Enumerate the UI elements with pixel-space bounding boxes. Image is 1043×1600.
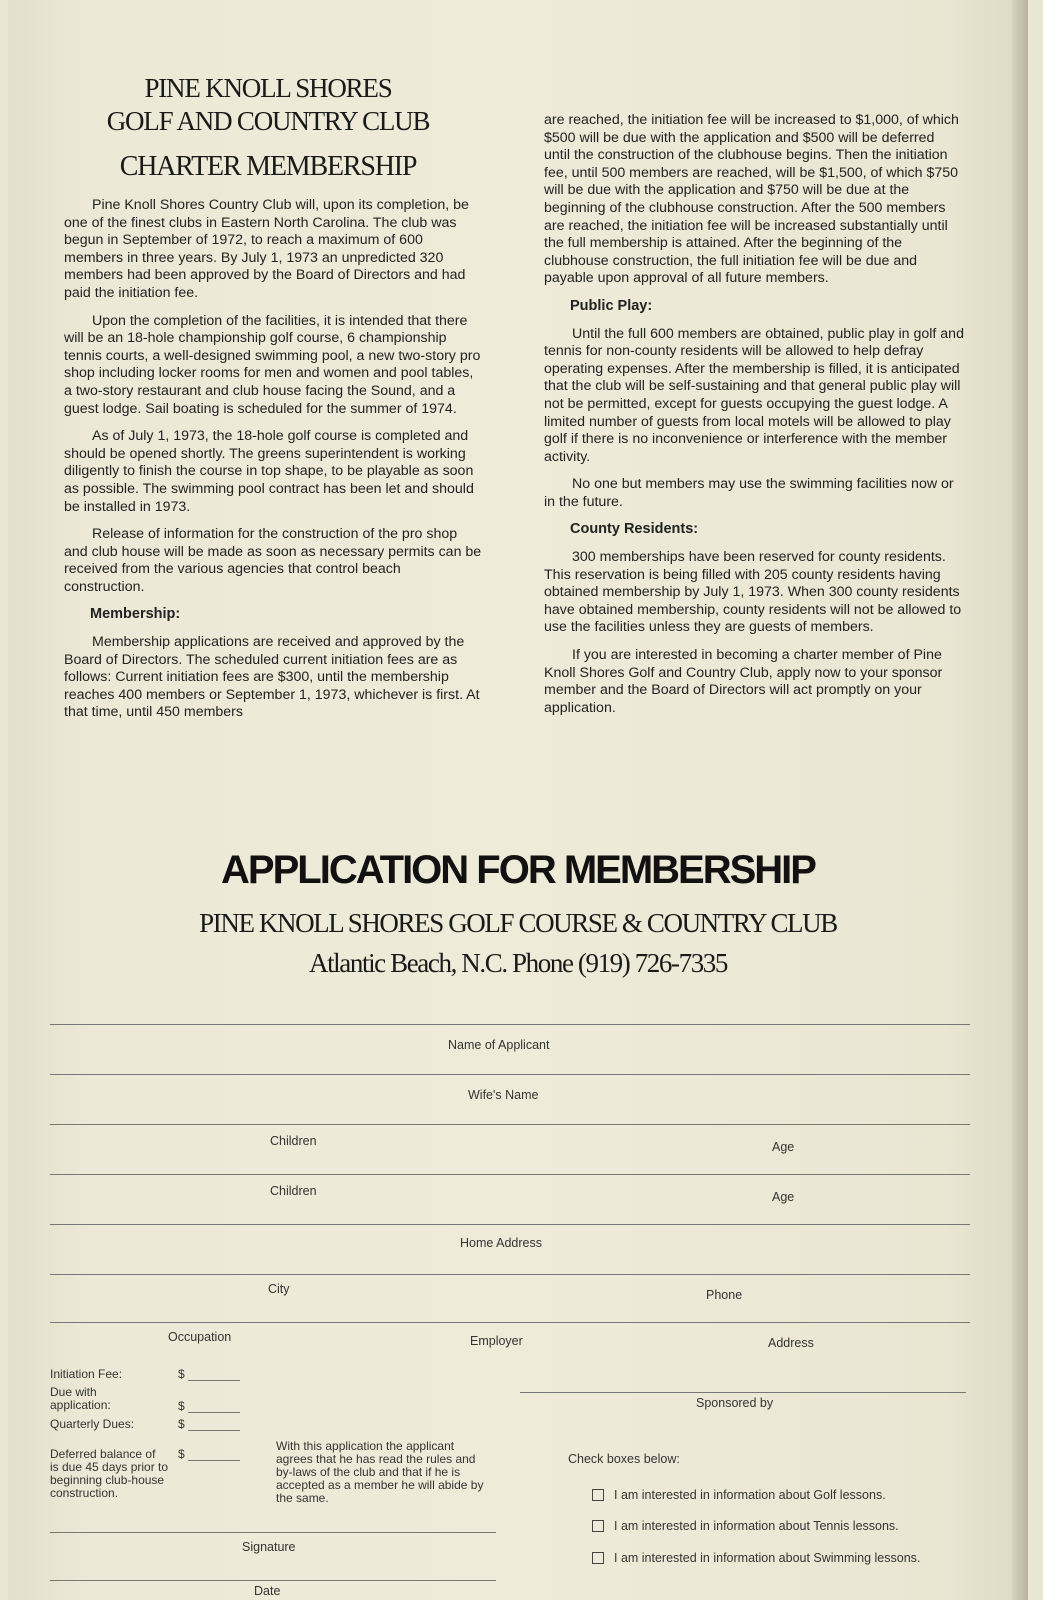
application-subtitle: PINE KNOLL SHORES GOLF COURSE & COUNTRY CLUB: [199, 908, 837, 938]
date-line[interactable]: [50, 1580, 496, 1581]
initiation-fee-label: Initiation Fee:: [50, 1367, 123, 1381]
name-field-line[interactable]: [50, 1024, 970, 1025]
wife-field-line[interactable]: [50, 1074, 970, 1075]
signature-line[interactable]: [50, 1532, 496, 1533]
public-play-paragraph: Until the full 600 members are obtained, public play in golf and tennis for non-county residents will be allowed to help defray operating expenses. After the membership is filled, it is anticipated that the club will be self-sustaining and that general public play will not be permitted, except for guests occupying the guest lodge. A limited number of guests from local motels will be allowed to play golf if there is no inconvenience or interference with the member activity.: [544, 325, 964, 465]
fees-continued-paragraph: are reached, the initiation fee will be increased to $1,000, of which $500 will be due with the application and $500 will be deferred until the construction of the clubhouse begins. Then the initiation fee, until 500 members are reached, will be $1,500, of which $750 will be due with the application and $750 will be due at the beginning of the clubhouse construction. After the 500 members are reached, the initiation fee will be increased substantially until the full membership is attained. After the beginning of the clubhouse construction, the full initiation fee will be due and payable upon approval of all future members.: [544, 112, 959, 287]
children-label-1: Children: [270, 1134, 317, 1148]
deferred-note: is due 45 days prior to beginning club-house construction.: [50, 1460, 169, 1500]
charter-title-line2: GOLF AND COUNTRY CLUB: [106, 106, 430, 136]
swimming-paragraph: No one but members may use the swimming facilities now or in the future.: [544, 476, 954, 510]
charter-title-line3: CHARTER MEMBERSHIP: [119, 151, 417, 182]
tennis-checkbox[interactable]: [592, 1520, 604, 1532]
age-label-2: Age: [772, 1190, 795, 1204]
county-residents-paragraph: 300 memberships have been reserved for county residents. This reservation is being filled with 205 county residents having obtained membership by July 1, 1973. When 300 county residents have obtained membership, county residents will not be allowed to use the facilities unless they are guests of members.: [544, 549, 962, 636]
due-with-app-label: Due with application:: [50, 1385, 111, 1412]
deferred-blank[interactable]: [188, 1460, 240, 1461]
city-phone-line[interactable]: [50, 1274, 970, 1275]
county-residents-heading: County Residents:: [570, 521, 699, 538]
address-label: Address: [768, 1336, 814, 1350]
facilities-paragraph: Upon the completion of the facilities, it is intended that there will be an 18-hole championship golf course, 6 championship tennis courts, a well-designed swimming pool, a new two-story pro shop including locker rooms for men and women and pool tables, a two-story restaurant and club house facing the Sound, and a guest lodge. Sail boating is scheduled for the summer of 1974.: [64, 312, 481, 417]
document-page: [8, 0, 1028, 1600]
due-with-app-dollar: $: [178, 1399, 185, 1413]
occupation-line[interactable]: [50, 1322, 970, 1323]
children-field-line-1[interactable]: [50, 1124, 970, 1125]
golf-checkbox[interactable]: [592, 1489, 604, 1501]
right-column: [544, 112, 964, 727]
construction-paragraph: Release of information for the construction of the pro shop and club house will be made as soon as necessary permits can be received from the various agencies that control beach construction.: [64, 526, 482, 595]
occupation-label: Occupation: [168, 1330, 232, 1344]
address-phone: Atlantic Beach, N.C. Phone (919) 726-7335: [308, 948, 727, 978]
employer-label: Employer: [470, 1334, 523, 1348]
phone-label: Phone: [706, 1288, 743, 1302]
tennis-lessons-option[interactable]: [592, 1519, 899, 1533]
age-label-1: Age: [772, 1140, 795, 1154]
sponsored-by-line[interactable]: [520, 1392, 966, 1393]
quarterly-dues-label: Quarterly Dues:: [50, 1417, 135, 1431]
wife-label: Wife's Name: [468, 1088, 539, 1102]
left-column: [64, 72, 484, 732]
deferred-label: Deferred balance of: [50, 1447, 156, 1461]
swimming-checkbox[interactable]: [592, 1552, 604, 1564]
city-label: City: [268, 1282, 290, 1296]
swimming-lessons-option[interactable]: [592, 1551, 920, 1565]
golf-course-paragraph: As of July 1, 1973, the 18-hole golf course is completed and should be opened shortly. The greens superintendent is working diligently to finish the course in top shape, to be playable as soon as possible. The swimming pool contract has been let and should be installed in 1973.: [64, 428, 474, 515]
date-label: Date: [254, 1584, 281, 1598]
tennis-lessons-label: I am interested in information about Tennis lessons.: [614, 1519, 899, 1533]
children-field-line-2[interactable]: [50, 1174, 970, 1175]
charter-title-line1: PINE KNOLL SHORES: [144, 73, 392, 103]
children-label-2: Children: [270, 1184, 317, 1198]
deferred-dollar: $: [178, 1447, 185, 1461]
membership-heading: Membership:: [90, 606, 181, 623]
quarterly-dues-blank[interactable]: [188, 1430, 240, 1431]
golf-lessons-label: I am interested in information about Golf lessons.: [614, 1488, 886, 1502]
name-label: Name of Applicant: [448, 1038, 550, 1052]
check-boxes-label: Check boxes below:: [568, 1452, 680, 1466]
home-address-line[interactable]: [50, 1224, 970, 1225]
membership-paragraph: Membership applications are received and approved by the Board of Directors. The scheduled current initiation fees are as follows: Current initiation fees are $300, until the membership reaches 400 members or September 1, 1973, whichever is first. At that time, until 450 members: [64, 634, 480, 721]
golf-lessons-option[interactable]: [592, 1488, 886, 1502]
sponsored-by-label: Sponsored by: [696, 1396, 774, 1410]
agreement-text: With this application the applicant agrees that he has read the rules and by-laws of the club and that if he is accepted as a member he will abide by the same.: [276, 1439, 484, 1505]
swimming-lessons-label: I am interested in information about Swimming lessons.: [614, 1551, 921, 1565]
intro-paragraph: Pine Knoll Shores Country Club will, upon its completion, be one of the finest clubs in Eastern North Carolina. The club was begun in September of 1972, to reach a maximum of 600 members in three years. By July 1, 1973 an unpredicted 320 members had been approved by the Board of Directors and had paid the initiation fee.: [64, 197, 469, 301]
application-title: APPLICATION FOR MEMBERSHIP: [221, 848, 815, 892]
signature-label: Signature: [242, 1540, 296, 1554]
public-play-heading: Public Play:: [570, 297, 653, 314]
initiation-fee-dollar: $: [178, 1367, 185, 1381]
quarterly-dues-dollar: $: [178, 1417, 185, 1431]
due-with-app-blank[interactable]: [188, 1412, 240, 1413]
initiation-fee-blank[interactable]: [188, 1380, 240, 1381]
charter-title: [52, 72, 484, 183]
page-edge: [1012, 0, 1028, 1600]
home-address-label: Home Address: [460, 1236, 542, 1250]
apply-now-paragraph: If you are interested in becoming a charter member of Pine Knoll Shores Golf and Country Club, apply now to your sponsor member and the Board of Directors will act promptly on your application.: [544, 647, 943, 716]
